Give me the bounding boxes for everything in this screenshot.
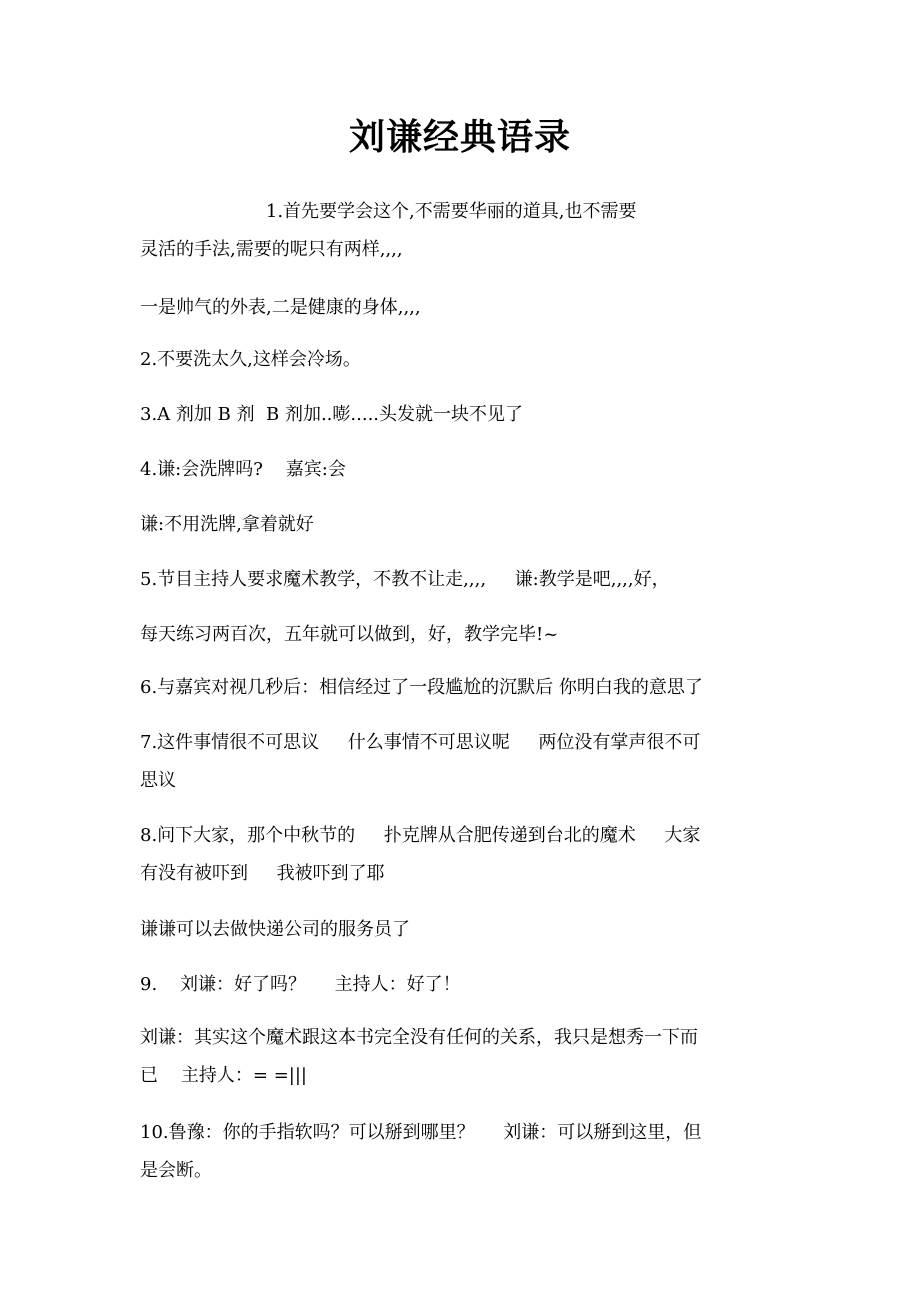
paragraph-line: 已 主持人：= =||| (140, 1065, 307, 1086)
paragraph-line: 10.鲁豫：你的手指软吗？可以掰到哪里？ 刘谦：可以掰到这里，但 (140, 1122, 702, 1143)
paragraph-line: 5.节目主持人要求魔术教学，不教不让走,,,, 谦:教学是吧,,,,好， (140, 569, 670, 590)
paragraph-line: 灵活的手法,需要的呢只有两样,,,, (140, 239, 403, 260)
paragraph-line: 8.问下大家，那个中秋节的 扑克牌从合肥传递到台北的魔术 大家 (140, 825, 701, 846)
paragraph-line: 刘谦：其实这个魔术跟这本书完全没有任何的关系，我只是想秀一下而 (140, 1027, 698, 1048)
paragraph-line: 6.与嘉宾对视几秒后：相信经过了一段尴尬的沉默后 你明白我的意思了 (140, 677, 703, 698)
paragraph-line: 一是帅气的外表,二是健康的身体,,,, (140, 297, 421, 318)
paragraph-line: 有没有被吓到 我被吓到了耶 (140, 863, 385, 884)
paragraph-line: 3.A 剂加 B 剂 B 剂加..嘭.....头发就一块不见了 (140, 404, 524, 425)
paragraph-line: 2.不要洗太久,这样会冷场。 (140, 349, 361, 370)
paragraph-line: 谦:不用洗牌,拿着就好 (140, 514, 314, 535)
paragraph-line: 是会断。 (140, 1160, 212, 1181)
paragraph-line: 思议 (140, 770, 176, 791)
paragraph-line: 4.谦:会洗牌吗? 嘉宾:会 (140, 459, 346, 480)
paragraph-line: 1.首先要学会这个,不需要华丽的道具,也不需要 (140, 201, 637, 222)
paragraph-line: 9. 刘谦：好了吗？ 主持人：好了！ (140, 974, 461, 995)
paragraph-line: 谦谦可以去做快递公司的服务员了 (140, 919, 410, 940)
document-title: 刘谦经典语录 (348, 116, 571, 158)
paragraph-line: 每天练习两百次，五年就可以做到，好，教学完毕!~ (140, 624, 559, 645)
paragraph-line: 7.这件事情很不可思议 什么事情不可思议呢 两位没有掌声很不可 (140, 732, 701, 753)
